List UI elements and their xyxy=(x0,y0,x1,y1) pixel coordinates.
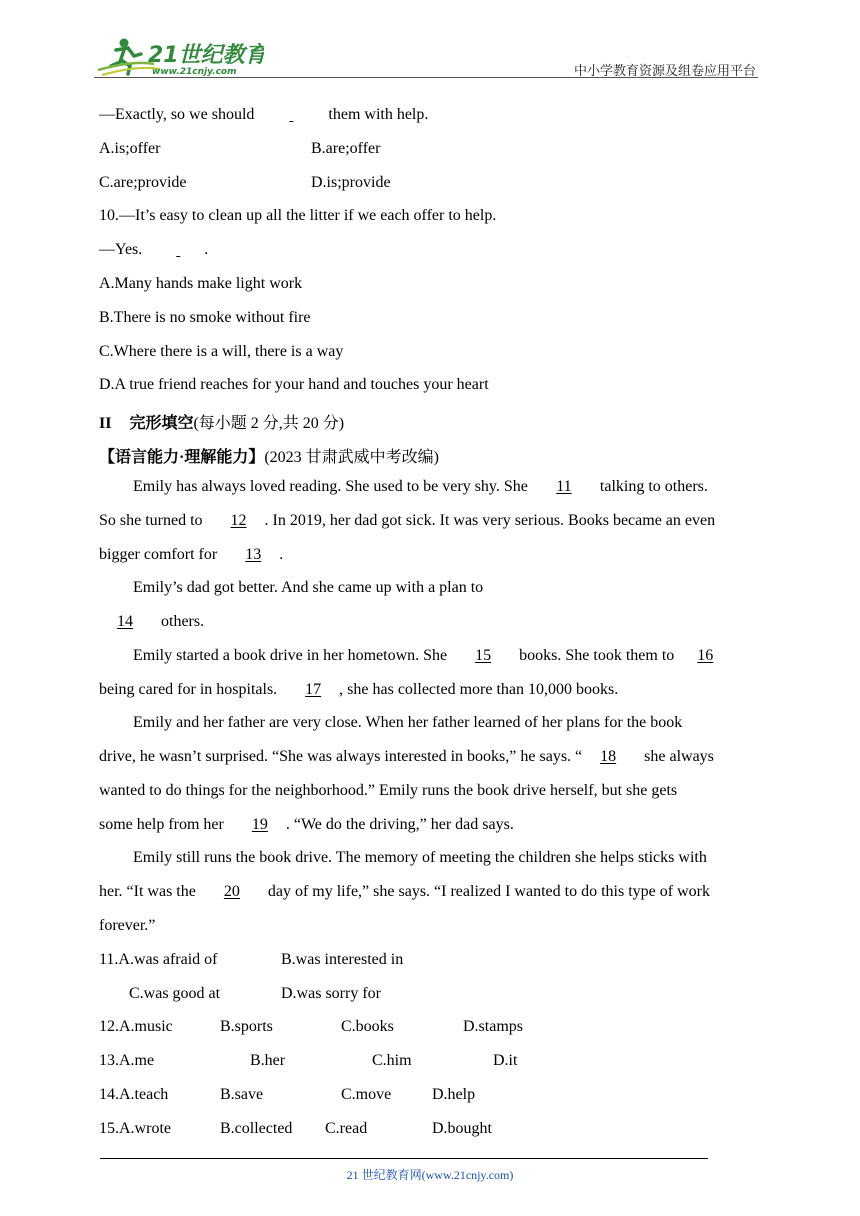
q9-option-b: B.are;offer xyxy=(311,140,381,157)
site-logo xyxy=(94,34,264,78)
q14-option-a: 14.A.teach xyxy=(99,1086,169,1103)
passage-line: So she turned to 12 . In 2019, her dad got sick. It was very serious. Books became an even xyxy=(99,512,716,529)
passage-line: Emily and her father are very close. When her father learned of her plans for the book xyxy=(133,714,683,731)
q10-stem: 10.—It’s easy to clean up all the litter if we each offer to help. xyxy=(99,207,497,224)
section-heading xyxy=(99,410,344,433)
q10-blank xyxy=(152,241,204,259)
q12-option-c: C.books xyxy=(341,1018,394,1035)
q14-option-d: D.help xyxy=(432,1086,476,1103)
q9-stem-line xyxy=(99,106,428,124)
q9-line: —Exactly, so we should xyxy=(99,106,255,123)
blank-18: 18 xyxy=(600,748,617,765)
blank-13: 13 xyxy=(245,546,262,563)
blank-11: 11 xyxy=(556,478,572,495)
q11-option-d: D.was sorry for xyxy=(281,985,381,1002)
passage-line: Emily still runs the book drive. The memory of meeting the children she helps sticks with xyxy=(133,849,707,866)
section-note: (每小题 2 分,共 20 分) xyxy=(193,415,345,432)
q13-option-b: B.her xyxy=(250,1052,286,1069)
blank-17: 17 xyxy=(305,681,322,698)
blank-16: 16 xyxy=(697,647,714,664)
q9-blank xyxy=(264,106,318,124)
passage-source: (2023 甘肃武威中考改编) xyxy=(264,449,440,466)
q11-option-b: B.was interested in xyxy=(281,951,404,968)
passage-line: forever.” xyxy=(99,917,156,934)
blank-20: 20 xyxy=(223,883,240,900)
logo-main-text: 21世纪教育 xyxy=(148,43,264,68)
q10-option-d: D.A true friend reaches for your hand and touches your heart xyxy=(99,376,489,393)
q13-option-a: 13.A.me xyxy=(99,1052,155,1069)
q10-option-b: B.There is no smoke without fire xyxy=(99,309,311,326)
footer-divider xyxy=(100,1158,708,1159)
footer-link[interactable]: 21 世纪教育网(www.21cnjy.com) xyxy=(346,1168,514,1182)
q15-option-b: B.collected xyxy=(220,1120,293,1137)
blank-15: 15 xyxy=(475,647,492,664)
passage-source-line xyxy=(99,444,439,467)
blank-19: 19 xyxy=(251,816,268,833)
q13-option-c: C.him xyxy=(372,1052,412,1069)
logo-url-text: www.21cnjy.com xyxy=(152,67,237,77)
section-number: II xyxy=(99,415,112,432)
q14-option-b: B.save xyxy=(220,1086,264,1103)
q11-option-a: 11.A.was afraid of xyxy=(99,951,218,968)
passage-line: bigger comfort for 13 . xyxy=(99,546,284,563)
q10-option-c: C.Where there is a will, there is a way xyxy=(99,343,344,360)
passage-line: 14 others. xyxy=(99,613,204,631)
passage-line: drive, he wasn’t surprised. “She was always interested in books,” he says. “ 18 she always xyxy=(99,748,714,765)
passage-line: being cared for in hospitals. 17 , she has collected more than 10,000 books. xyxy=(99,681,619,698)
passage-line: wanted to do things for the neighborhood.” Emily runs the book drive herself, but she gets xyxy=(99,782,678,799)
passage-line: Emily has always loved reading. She used to be very shy. She 11 talking to others. xyxy=(133,478,708,495)
q12-option-a: 12.A.music xyxy=(99,1018,173,1035)
q13-option-d: D.it xyxy=(493,1052,518,1069)
q9-option-d: D.is;provide xyxy=(311,174,391,191)
q12-option-d: D.stamps xyxy=(463,1018,523,1035)
q9-after: them with help. xyxy=(328,106,429,123)
header-divider xyxy=(94,77,758,78)
q9-option-a: A.is;offer xyxy=(99,140,161,157)
blank-12: 12 xyxy=(230,512,247,529)
passage-line: her. “It was the 20 day of my life,” she says. “I realized I wanted to do this type of work xyxy=(99,883,710,900)
q15-option-a: 15.A.wrote xyxy=(99,1120,171,1137)
q10-answer-prefix: —Yes. xyxy=(99,241,143,258)
q12-option-b: B.sports xyxy=(220,1018,273,1035)
q10-option-a: A.Many hands make light work xyxy=(99,275,303,292)
q15-option-c: C.read xyxy=(325,1120,368,1137)
q14-option-c: C.move xyxy=(341,1086,392,1103)
blank-14: 14 xyxy=(117,613,133,630)
passage-line: Emily’s dad got better. And she came up with a plan to xyxy=(133,579,484,596)
section-title: 完形填空 xyxy=(129,415,194,432)
q9-option-c: C.are;provide xyxy=(99,174,187,191)
q11-option-c: C.was good at xyxy=(129,985,221,1002)
passage-line: some help from her 19 . “We do the driving,” her dad says. xyxy=(99,816,514,833)
passage-line: Emily started a book drive in her hometown. She 15 books. She took them to 16 xyxy=(133,647,726,665)
skill-tag: 【语言能力·理解能力】 xyxy=(99,449,265,466)
platform-name: 中小学教育资源及组卷应用平台 xyxy=(573,63,756,78)
q15-option-d: D.bought xyxy=(432,1120,492,1137)
q10-answer-line: —Yes. . xyxy=(99,241,209,258)
